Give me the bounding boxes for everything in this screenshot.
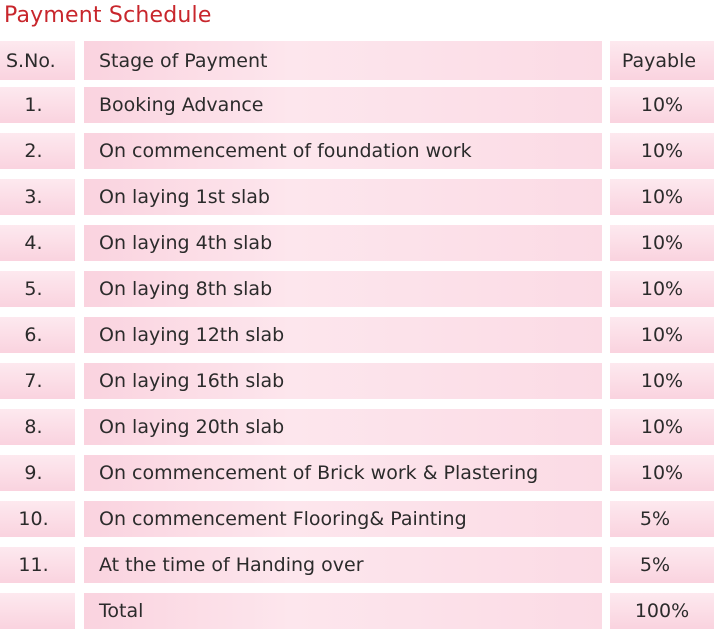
row-payable: 5%: [610, 547, 714, 583]
row-sno: 11.: [0, 547, 75, 583]
total-label: Total: [84, 593, 602, 629]
row-payable: 10%: [610, 271, 714, 307]
row-sno: 8.: [0, 409, 75, 445]
table-row: [0, 359, 714, 405]
row-stage: On laying 20th slab: [84, 409, 602, 445]
row-stage: On commencement Flooring& Painting: [84, 501, 602, 537]
row-stage: On laying 8th slab: [84, 271, 602, 307]
header-sno: S.No.: [0, 41, 75, 80]
row-payable: 10%: [610, 133, 714, 169]
table-row: [0, 313, 714, 359]
row-stage: On commencement of Brick work & Plastering: [84, 455, 602, 491]
table-row: [0, 405, 714, 451]
row-sno: 3.: [0, 179, 75, 215]
row-stage: On laying 4th slab: [84, 225, 602, 261]
table-header-row: [0, 41, 714, 83]
row-sno: 10.: [0, 501, 75, 537]
row-payable: 10%: [610, 179, 714, 215]
table-row: [0, 221, 714, 267]
row-stage: On commencement of foundation work: [84, 133, 602, 169]
table-row: [0, 175, 714, 221]
row-payable: 10%: [610, 225, 714, 261]
row-sno: 1.: [0, 87, 75, 123]
row-stage: On laying 12th slab: [84, 317, 602, 353]
row-sno: 2.: [0, 133, 75, 169]
table-row: [0, 543, 714, 589]
table-row: [0, 497, 714, 543]
row-sno: 4.: [0, 225, 75, 261]
row-payable: 5%: [610, 501, 714, 537]
table-row-total: [0, 589, 714, 635]
row-payable: 10%: [610, 363, 714, 399]
header-stage: Stage of Payment: [84, 41, 602, 80]
row-stage: At the time of Handing over: [84, 547, 602, 583]
row-stage: Booking Advance: [84, 87, 602, 123]
row-payable: 10%: [610, 455, 714, 491]
table-row: [0, 267, 714, 313]
page-title: Payment Schedule: [4, 3, 212, 28]
row-sno: [0, 593, 75, 629]
row-stage: On laying 16th slab: [84, 363, 602, 399]
row-payable: 10%: [610, 317, 714, 353]
row-payable: 10%: [610, 87, 714, 123]
row-sno: 7.: [0, 363, 75, 399]
total-payable: 100%: [610, 593, 714, 629]
row-payable: 10%: [610, 409, 714, 445]
table-row: [0, 451, 714, 497]
header-payable: Payable: [610, 41, 714, 80]
table-row: [0, 83, 714, 129]
payment-schedule-table: [0, 41, 714, 635]
row-sno: 9.: [0, 455, 75, 491]
row-sno: 5.: [0, 271, 75, 307]
row-sno: 6.: [0, 317, 75, 353]
row-stage: On laying 1st slab: [84, 179, 602, 215]
table-row: [0, 129, 714, 175]
